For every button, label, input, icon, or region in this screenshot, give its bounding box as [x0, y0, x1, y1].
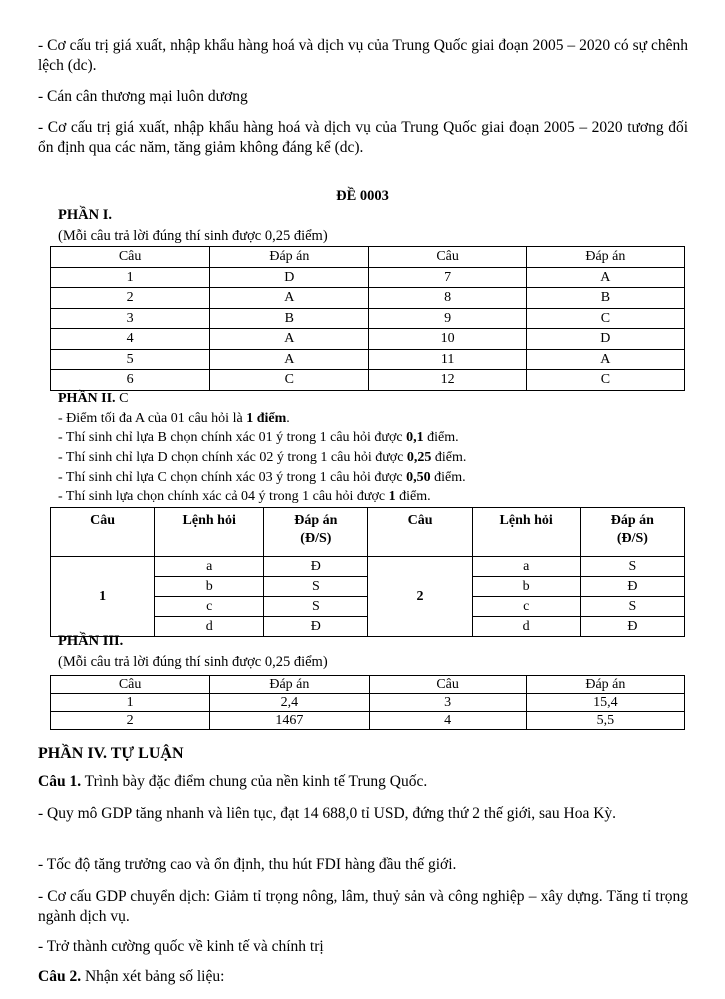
table-cell: 1 — [51, 694, 210, 712]
part4-item: - Tốc độ tăng trưởng cao và ổn định, thu hút FDI hàng đầu thế giới. — [38, 856, 457, 873]
table-row — [51, 370, 685, 391]
table-cell: 12 — [369, 370, 526, 391]
table-cell: 15,4 — [526, 694, 684, 712]
table-cell: S — [580, 597, 684, 617]
table-cell: Đ — [264, 557, 368, 577]
table-cell: Đ — [580, 617, 684, 637]
part2-heading-label: PHẦN II. — [58, 391, 116, 406]
table-cell: 4 — [369, 712, 526, 730]
table-cell: A — [526, 267, 684, 288]
table-row — [51, 349, 685, 370]
table-row — [51, 308, 685, 329]
table-cell: a — [155, 557, 264, 577]
header-cell: Câu — [368, 508, 472, 557]
table-cell: 1467 — [210, 712, 369, 730]
table-row — [51, 712, 685, 730]
table-cell: d — [155, 617, 264, 637]
part2-heading-tail: C — [115, 391, 129, 406]
header-cell: Đáp án — [210, 676, 369, 694]
table-row — [51, 288, 685, 309]
header-cell: Câu — [51, 247, 210, 268]
table-cell: c — [472, 597, 580, 617]
table-cell: 4 — [51, 329, 210, 350]
table-cell: 8 — [369, 288, 526, 309]
table-cell: Đ — [264, 617, 368, 637]
header-cell: Đáp án — [210, 247, 369, 268]
table-cell: D — [210, 267, 369, 288]
table-cell: A — [210, 349, 369, 370]
part4-heading: PHẦN IV. TỰ LUẬN — [38, 745, 184, 762]
table-cell: A — [210, 329, 369, 350]
part2-bullet: - Thí sinh chỉ lựa C chọn chính xác 03 ý trong 1 câu hỏi được 0,50 điểm. — [58, 470, 466, 485]
table-cell: 9 — [369, 308, 526, 329]
intro-paragraph-2: - Cán cân thương mại luôn dương — [38, 88, 248, 105]
table-cell: 3 — [369, 694, 526, 712]
part2-answer-table — [50, 507, 685, 637]
table-cell: S — [264, 577, 368, 597]
table-cell: 11 — [369, 349, 526, 370]
table-row — [51, 557, 685, 577]
table-cell: A — [526, 349, 684, 370]
table-cell: 7 — [369, 267, 526, 288]
table-header-row — [51, 247, 685, 268]
part3-note: (Mỗi câu trả lời đúng thí sinh được 0,25 điểm) — [58, 654, 328, 670]
table-cell: S — [580, 557, 684, 577]
table-cell: C — [526, 308, 684, 329]
table-cell: d — [472, 617, 580, 637]
table-cell: 2,4 — [210, 694, 369, 712]
part4-question-1: Câu 1. Trình bày đặc điểm chung của nền kinh tế Trung Quốc. — [38, 773, 428, 790]
table-header-row — [51, 508, 685, 557]
table-cell: 3 — [51, 308, 210, 329]
table-cell: D — [526, 329, 684, 350]
part2-bullet: - Thí sinh chỉ lựa B chọn chính xác 01 ý trong 1 câu hỏi được 0,1 điểm. — [58, 430, 459, 445]
table-cell: Đ — [580, 577, 684, 597]
header-cell: Câu — [51, 676, 210, 694]
part1-answer-table — [50, 246, 685, 391]
table-header-row — [51, 676, 685, 694]
table-cell: C — [210, 370, 369, 391]
part1-note: (Mỗi câu trả lời đúng thí sinh được 0,25 điểm) — [58, 228, 328, 244]
part4-item: - Trở thành cường quốc về kinh tế và chính trị — [38, 938, 324, 955]
part3-heading: PHẦN III. — [58, 633, 124, 649]
part2-bullet: - Thí sinh chỉ lựa D chọn chính xác 02 ý trong 1 câu hỏi được 0,25 điểm. — [58, 450, 467, 465]
table-cell: 10 — [369, 329, 526, 350]
header-cell: Đáp án — [526, 676, 684, 694]
header-cell: Đáp án (Đ/S) — [580, 508, 684, 557]
intro-paragraph-1: - Cơ cấu trị giá xuất, nhập khẩu hàng hoá và dịch vụ của Trung Quốc giai đoạn 2005 – 2020 có sự chênh lệch (dc). — [38, 37, 688, 74]
part4-question-2: Câu 2. Nhận xét bảng số liệu: — [38, 968, 225, 985]
part2-bullet: - Thí sinh lựa chọn chính xác cả 04 ý trong 1 câu hỏi được 1 điểm. — [58, 489, 431, 504]
header-cell: Câu — [369, 247, 526, 268]
intro-paragraph-3: - Cơ cấu trị giá xuất, nhập khẩu hàng hoá và dịch vụ của Trung Quốc giai đoạn 2005 – 2020 tương đối ổn định qua các năm, tăng giảm không đáng kể (dc). — [38, 119, 688, 156]
table-row — [51, 267, 685, 288]
part1-heading: PHẦN I. — [58, 207, 112, 223]
table-cell: b — [472, 577, 580, 597]
question-number-cell: 1 — [51, 557, 155, 637]
exam-title: ĐỀ 0003 — [336, 188, 389, 204]
header-cell: Lệnh hỏi — [155, 508, 264, 557]
part3-answer-table — [50, 675, 685, 730]
header-cell: Đáp án — [526, 247, 684, 268]
table-cell: B — [210, 308, 369, 329]
table-row — [51, 329, 685, 350]
table-cell: 5 — [51, 349, 210, 370]
table-cell: S — [264, 597, 368, 617]
header-cell: Câu — [51, 508, 155, 557]
table-cell: B — [526, 288, 684, 309]
table-cell: c — [155, 597, 264, 617]
table-cell: 2 — [51, 712, 210, 730]
table-row — [51, 694, 685, 712]
table-cell: 2 — [51, 288, 210, 309]
table-cell: A — [210, 288, 369, 309]
table-cell: b — [155, 577, 264, 597]
header-cell: Đáp án (Đ/S) — [264, 508, 368, 557]
header-cell: Lệnh hỏi — [472, 508, 580, 557]
table-cell: 1 — [51, 267, 210, 288]
table-cell: 6 — [51, 370, 210, 391]
part2-bullet: - Điểm tối đa A của 01 câu hỏi là 1 điểm. — [58, 411, 290, 426]
header-cell: Câu — [369, 676, 526, 694]
part4-item: - Cơ cấu GDP chuyển dịch: Giảm tỉ trọng nông, lâm, thuỷ sản và công nghiệp – xây dựng. Tăng tỉ trọng ngành dịch vụ. — [38, 888, 688, 925]
question-number-cell: 2 — [368, 557, 472, 637]
table-cell: 5,5 — [526, 712, 684, 730]
table-cell: a — [472, 557, 580, 577]
part4-item: - Quy mô GDP tăng nhanh và liên tục, đạt 14 688,0 tỉ USD, đứng thứ 2 thế giới, sau Hoa Kỳ. — [38, 805, 617, 822]
table-cell: C — [526, 370, 684, 391]
part2-heading — [58, 391, 128, 407]
